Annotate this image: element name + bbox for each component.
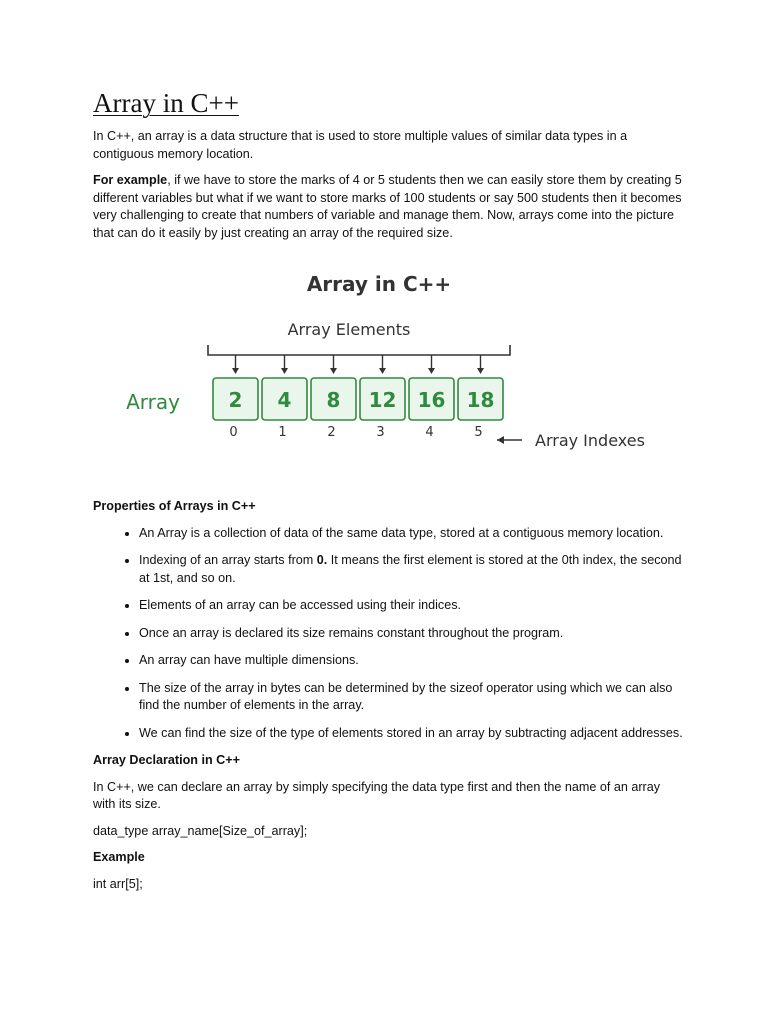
element-arrow-head (232, 368, 239, 374)
declaration-syntax: data_type array_name[Size_of_array]; (93, 823, 308, 838)
array-index: 5 (474, 425, 483, 440)
element-arrow-head (428, 368, 435, 374)
property-bold: 0. (316, 553, 328, 567)
array-value: 4 (277, 388, 292, 412)
property-item: • An Array is a collection of data of the same data type, stored at a contiguous memory location. (139, 525, 683, 543)
array-value: 18 (466, 388, 495, 412)
properties-heading: Properties of Arrays in C++ (93, 499, 256, 513)
array-index: 2 (327, 425, 336, 440)
element-arrow-head (330, 368, 337, 374)
array-value: 12 (368, 388, 397, 412)
example-lead: For example (93, 173, 168, 187)
array-elements-label: Array Elements (287, 320, 411, 339)
intro-paragraph: In C++, an array is a data structure that is used to store multiple values of similar data types in a contiguous memory location. (93, 129, 628, 161)
property-item (139, 552, 683, 587)
example-code: int arr[5]; (93, 876, 143, 891)
example-heading: Example (93, 850, 145, 864)
array-indexes-label: Array Indexes (535, 431, 645, 450)
array-index: 3 (376, 425, 385, 440)
array-cells (213, 378, 503, 420)
page-title: Array in C++ (93, 88, 239, 118)
element-arrow-head (477, 368, 484, 374)
indexes-arrow-head (497, 436, 504, 444)
array-diagram-svg (0, 265, 768, 460)
array-label: Array (126, 390, 180, 414)
declaration-paragraph: In C++, we can declare an array by simply specifying the data type first and then the name of an array with its size. (93, 779, 661, 811)
declaration-heading: Array Declaration in C++ (93, 753, 240, 767)
element-arrow-head (281, 368, 288, 374)
elements-bracket (208, 345, 510, 355)
array-index: 0 (229, 425, 238, 440)
property-item: • The size of the array in bytes can be determined by the sizeof operator using which we can also find the number of elements in the array. (139, 680, 683, 715)
property-item: • An array can have multiple dimensions. (139, 652, 683, 670)
array-index: 4 (425, 425, 434, 440)
array-indexes (229, 425, 482, 440)
properties-list (93, 525, 683, 743)
element-arrows (232, 355, 484, 374)
property-item: • Elements of an array can be accessed using their indices. (139, 597, 683, 615)
array-value: 16 (417, 388, 446, 412)
array-diagram (93, 265, 683, 460)
property-item: • Once an array is declared its size remains constant throughout the program. (139, 625, 683, 643)
array-index: 1 (278, 425, 287, 440)
array-value: 2 (228, 388, 243, 412)
document-page (93, 86, 683, 902)
array-value: 8 (326, 388, 341, 412)
example-paragraph (93, 172, 683, 242)
property-text: It means the first element is stored at the 0th index, the second at 1st, and so on. (139, 553, 682, 585)
example-text: , if we have to store the marks of 4 or 5 students then we can easily store them by creating 5 different variables but what if we want to store marks of 100 students or say 500 students then it becomes very challenging to create that numbers of variable and manage them. Now, arrays come into the picture that can do it easily by just creating an array of the required size. (93, 173, 682, 240)
element-arrow-head (379, 368, 386, 374)
property-text: Indexing of an array starts from (139, 553, 317, 567)
diagram-title: Array in C++ (306, 272, 452, 296)
property-item: • We can find the size of the type of elements stored in an array by subtracting adjacent addresses. (139, 725, 683, 743)
